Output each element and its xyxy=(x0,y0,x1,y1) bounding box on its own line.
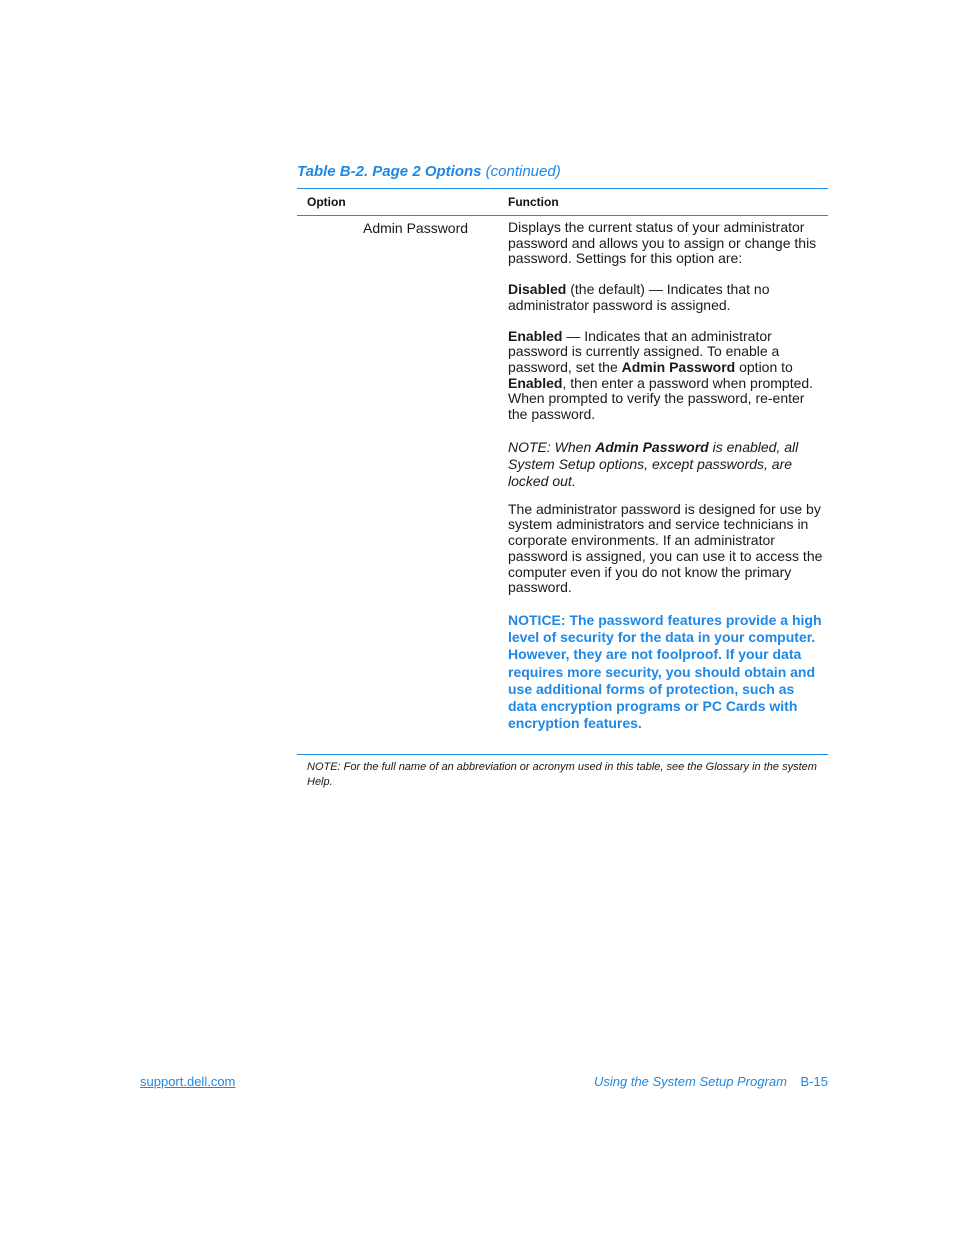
security-notice: NOTICE: The password features provide a high level of security for the data in your computer. However, they are not foolproof. If your data requires more security, you should obtain and use additional forms of protection, such as data encryption programs or PC Cards with encryption features. xyxy=(508,611,822,732)
table-caption-continued: (continued) xyxy=(485,163,561,180)
admin-password-note xyxy=(508,439,823,490)
support-link[interactable]: support.dell.com xyxy=(140,1074,236,1089)
setting-enabled xyxy=(508,329,823,423)
note-suffix: is enabled, all System Setup options, except passwords, are locked out. xyxy=(508,438,799,489)
table-header-rule xyxy=(297,215,828,216)
setting-disabled-term: Disabled xyxy=(508,281,567,298)
column-header-function: Function xyxy=(508,195,559,209)
table-footnote: NOTE: For the full name of an abbreviation or acronym used in this table, see the Glossary in the system Help. xyxy=(307,761,817,788)
setting-disabled xyxy=(508,282,823,313)
setting-enabled-text-2: option to xyxy=(735,358,793,375)
table-caption xyxy=(297,163,561,180)
note-bold: Admin Password xyxy=(595,438,709,455)
page-footer xyxy=(594,1074,828,1089)
note-prefix: NOTE: When xyxy=(508,438,596,455)
setting-enabled-bold-value: Enabled xyxy=(508,374,563,391)
admin-password-purpose: The administrator password is designed for use by system administrators and service technicians in corporate environments. If an administrator password is assigned, you can use it to access the computer even if you do not know the primary password. xyxy=(508,500,823,596)
table-bottom-rule xyxy=(297,754,828,755)
setting-disabled-text: (the default) — Indicates that no administrator password is assigned. xyxy=(508,281,770,313)
function-column xyxy=(508,220,823,732)
setting-enabled-term: Enabled xyxy=(508,327,563,344)
page-number: B-15 xyxy=(800,1074,828,1089)
setting-enabled-bold-option: Admin Password xyxy=(621,358,736,375)
table-caption-title: Table B-2. Page 2 Options xyxy=(297,163,482,180)
option-admin-password: Admin Password xyxy=(363,220,469,236)
column-header-option: Option xyxy=(307,195,346,209)
setting-enabled-text-1: — Indicates that an administrator password is currently assigned. To enable a password, set the xyxy=(508,327,780,375)
table-top-rule xyxy=(297,188,828,189)
setting-enabled-text-3: , then enter a password when prompted. When prompted to verify the password, re-enter the password. xyxy=(508,374,814,423)
function-description: Displays the current status of your administrator password and allows you to assign or change this password. Settings for this option are: xyxy=(508,219,817,267)
footer-section-title: Using the System Setup Program xyxy=(593,1074,787,1089)
